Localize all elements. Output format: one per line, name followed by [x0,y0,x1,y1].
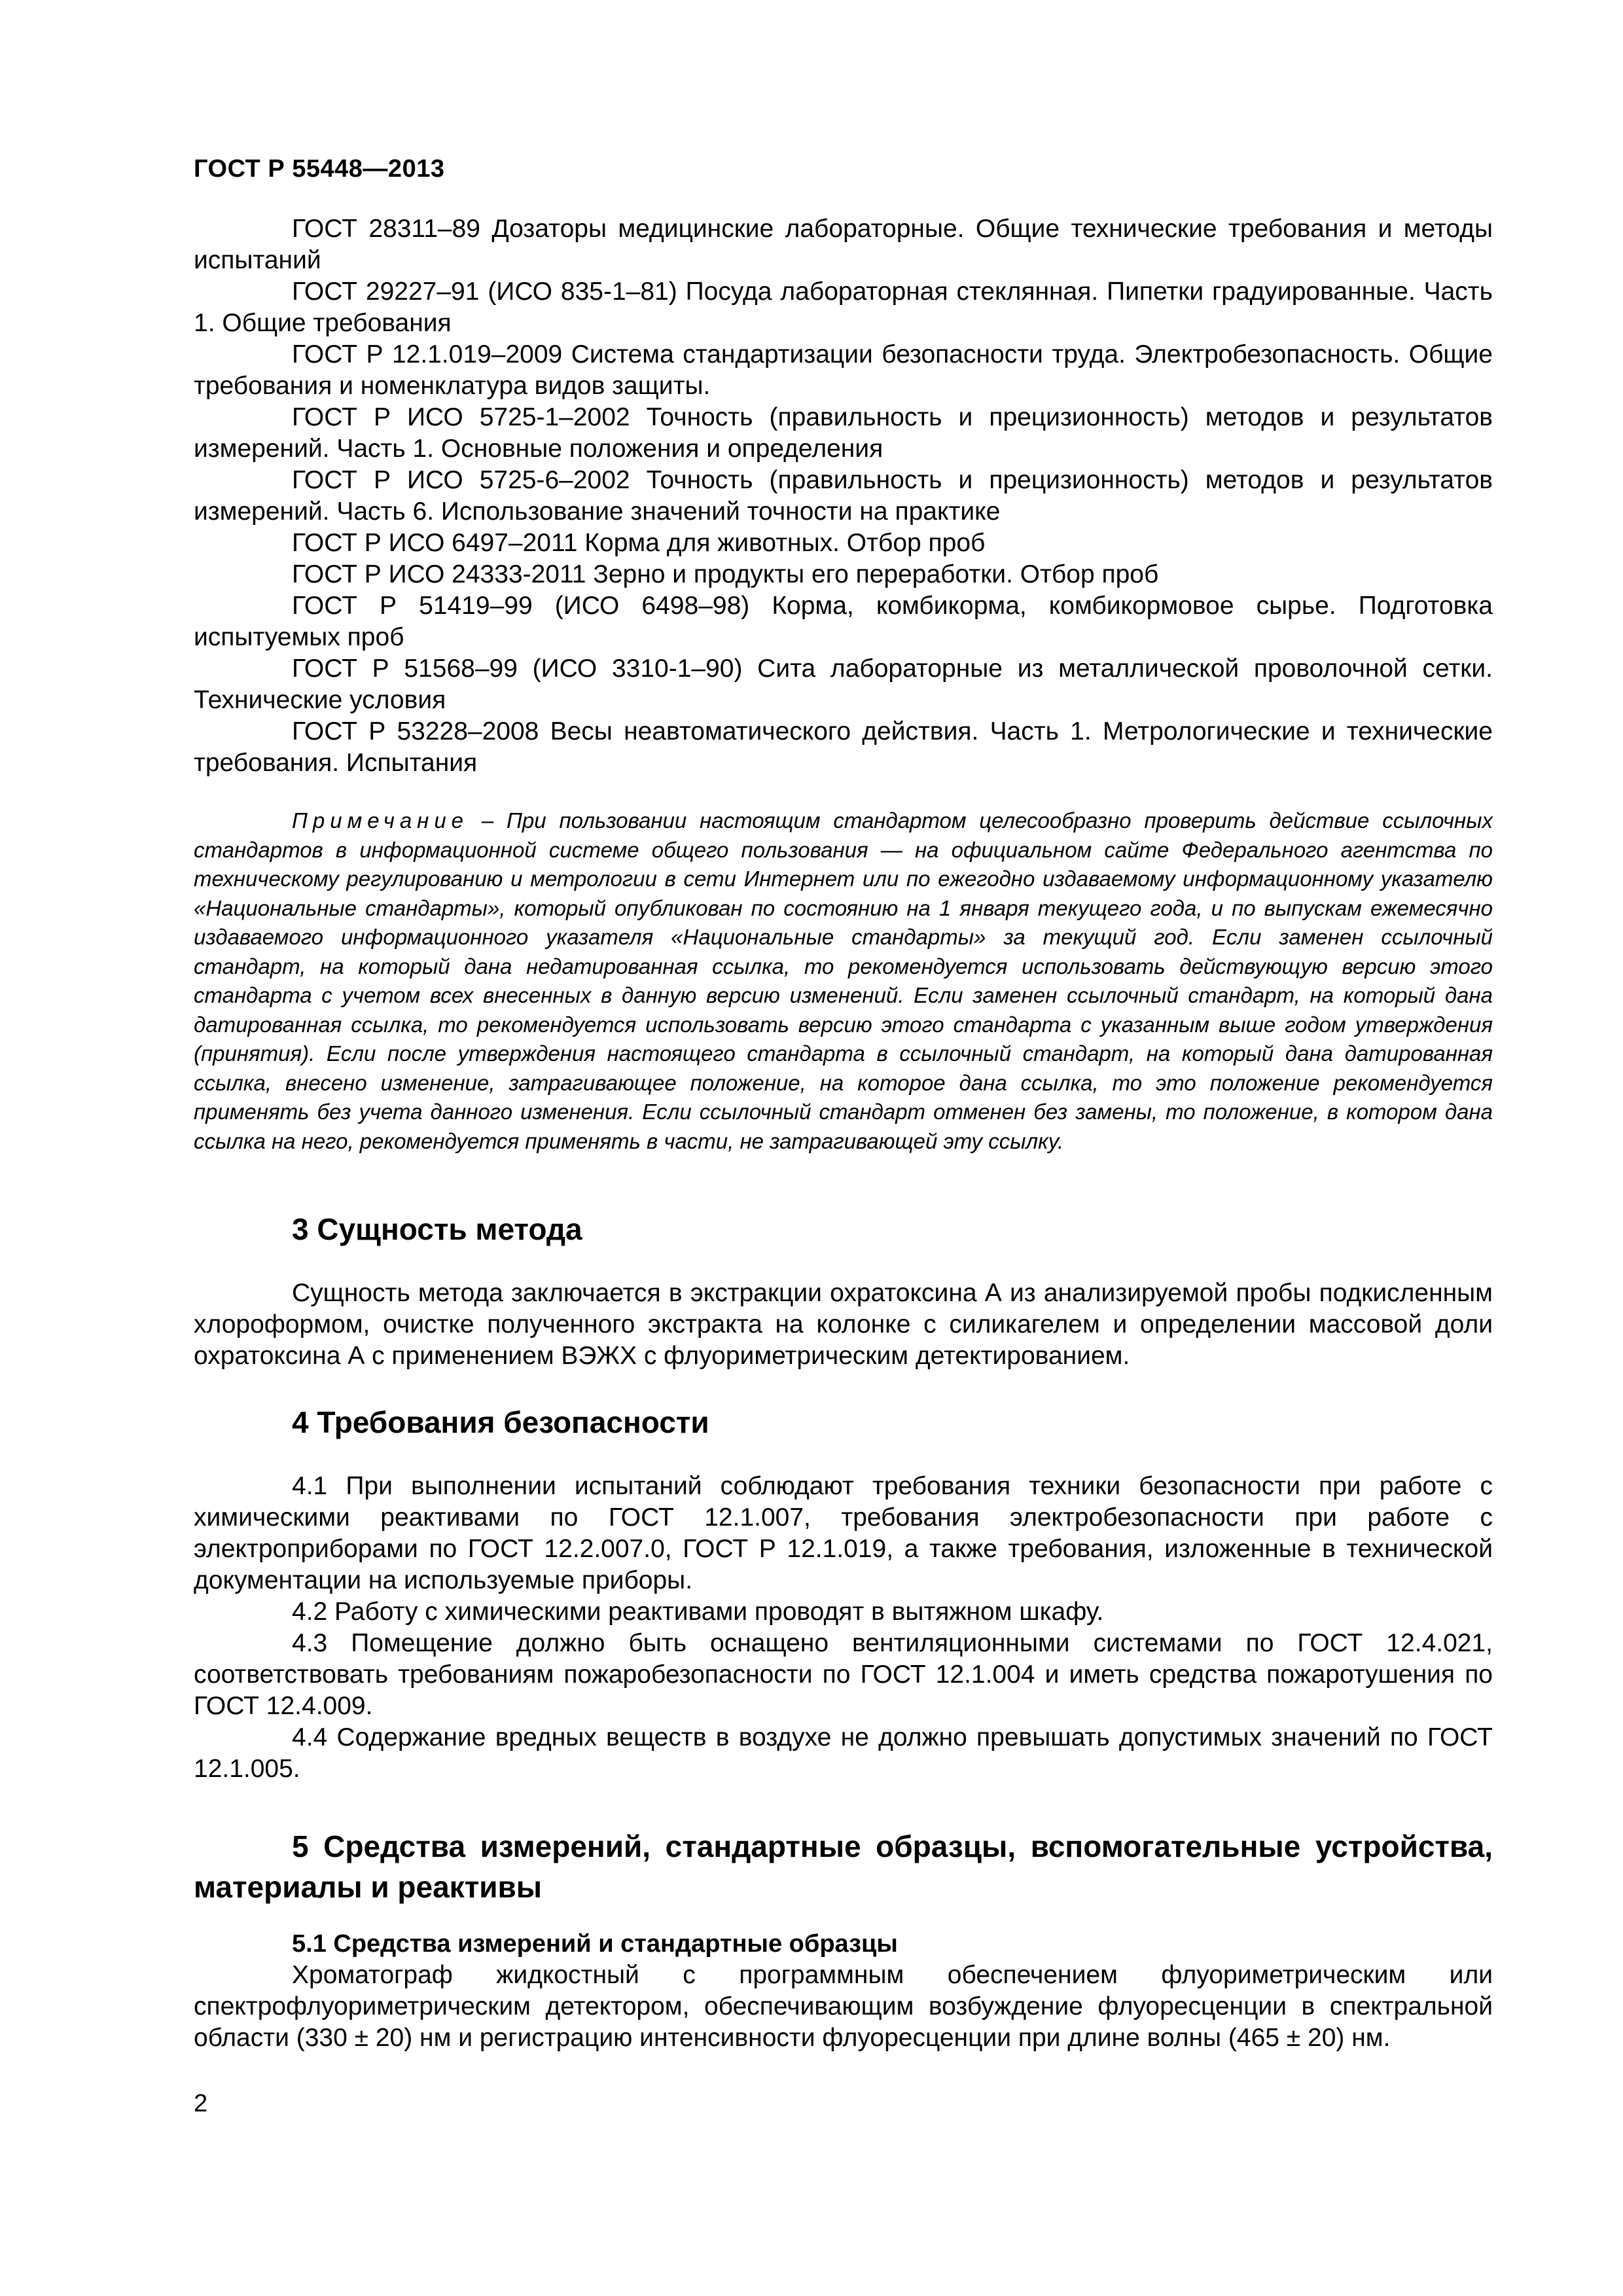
section-3-title: 3 Сущность метода [292,1212,582,1246]
reference-item: ГОСТ Р 53228–2008 Весы неавтоматического действия. Часть 1. Метрологические и технические требования. Испытания [194,717,1493,777]
section-4-item: 4.3 Помещение должно быть оснащено вентиляционными системами по ГОСТ 12.4.021, соответствовать требованиям пожаробезопасности по ГОСТ 12.1.004 и иметь средства пожаротушения по ГОСТ 12.4.009. [194,1629,1493,1720]
subsection-5-1-text: Хроматограф жидкостный с программным обеспечением флуориметрическим или спектрофлуориметрическим детектором, обеспечивающим возбуждение флуоресценции в спектральной области (330 ± 20) нм и регистрацию интенсивности флуоресценции при длине волны (465 ± 20) нм. [194,1961,1493,2052]
reference-item: ГОСТ Р 12.1.019–2009 Система стандартизации безопасности труда. Электробезопасность. Общие требования и номенклатура видов защиты. [194,340,1493,400]
reference-item: ГОСТ Р 51568–99 (ИСО 3310-1–90) Сита лабораторные из металлической проволочной сетки. Технические условия [194,655,1493,714]
running-header: ГОСТ Р 55448—2013 [194,155,445,183]
section-4-title: 4 Требования безопасности [292,1405,709,1439]
reference-item: ГОСТ Р ИСО 5725-6–2002 Точность (правильность и прецизионность) методов и результатов измерений. Часть 6. Использование значений точности на практике [194,466,1493,526]
reference-item: ГОСТ 29227–91 (ИСО 835-1–81) Посуда лабораторная стеклянная. Пипетки градуированные. Часть 1. Общие требования [194,278,1493,337]
section-4-body [194,1471,1493,1785]
reference-item: ГОСТ Р ИСО 24333-2011 Зерно и продукты его переработки. Отбор проб [292,560,1159,588]
note-text: – При пользовании настоящим стандартом целесообразно проверить действие ссылочных стандартов в информационной системе общего пользования — на официальном сайте Федерального агентства по техническому регулированию и метрологии в сети Интернет или по ежегодно издаваемому информационному указателю «Национальные стандарты», который опубликован по состоянию на 1 января текущего года, и по выпускам ежемесячно издаваемого информационного указателя «Национальные стандарты» за текущий год. Если заменен ссылочный стандарт, на который дана недатированная ссылка, то рекомендуется использовать действующую версию этого стандарта с учетом всех внесенных в данную версию изменений. Если заменен ссылочный стандарт, на который дана датированная ссылка, то рекомендуется использовать версию этого стандарта с указанным выше годом утверждения (принятия). Если после утверждения настоящего стандарта в ссылочный стандарт, на который дана датированная ссылка, внесено изменение, затрагивающее положение, на которое дана ссылка, то это положение рекомендуется применять без учета данного изменения. Если ссылочный стандарт отменен без замены, то положение, в котором дана ссылка на него, рекомендуется применять в части, не затрагивающей эту ссылку. [194,808,1493,1153]
normative-references-list [194,213,1493,779]
reference-item: ГОСТ Р ИСО 6497–2011 Корма для животных. Отбор проб [292,529,986,557]
section-3-text: Сущность метода заключается в экстракции охратоксина А из анализируемой пробы подкисленным хлороформом, очистке полученного экстракта на колонке с силикагелем и определении массовой доли охратоксина А с применением ВЭЖХ с флуориметрическим детектированием. [194,1279,1493,1370]
section-4-item: 4.1 При выполнении испытаний соблюдают требования техники безопасности при работе с химическими реактивами по ГОСТ 12.1.007, требования электробезопасности при работе с электроприборами по ГОСТ 12.2.007.0, ГОСТ Р 12.1.019, а также требования, изложенные в технической документации на используемые приборы. [194,1472,1493,1594]
section-5-title: 5 Средства измерений, стандартные образцы, вспомогательные устройства, материалы и реактивы [194,1829,1493,1904]
document-page [194,0,1493,2296]
reference-item: ГОСТ Р ИСО 5725-1–2002 Точность (правильность и прецизионность) методов и результатов измерений. Часть 1. Основные положения и определения [194,403,1493,463]
section-4-item: 4.2 Работу с химическими реактивами проводят в вытяжном шкафу. [292,1598,1104,1626]
note-label: Примечание [292,808,469,833]
section-4-item: 4.4 Содержание вредных веществ в воздухе не должно превышать допустимых значений по ГОСТ 12.1.005. [194,1723,1493,1783]
note-paragraph [194,806,1493,1156]
subsection-5-1-title: 5.1 Средства измерений и стандартные образцы [292,1930,898,1958]
page-number: 2 [194,2090,208,2117]
reference-item: ГОСТ 28311–89 Дозаторы медицинские лабораторные. Общие технические требования и методы испытаний [194,215,1493,274]
section-3-body [194,1278,1493,1372]
reference-item: ГОСТ Р 51419–99 (ИСО 6498–98) Корма, комбикорма, комбикормовое сырье. Подготовка испытуемых проб [194,592,1493,651]
section-5-body [194,1928,1493,2054]
